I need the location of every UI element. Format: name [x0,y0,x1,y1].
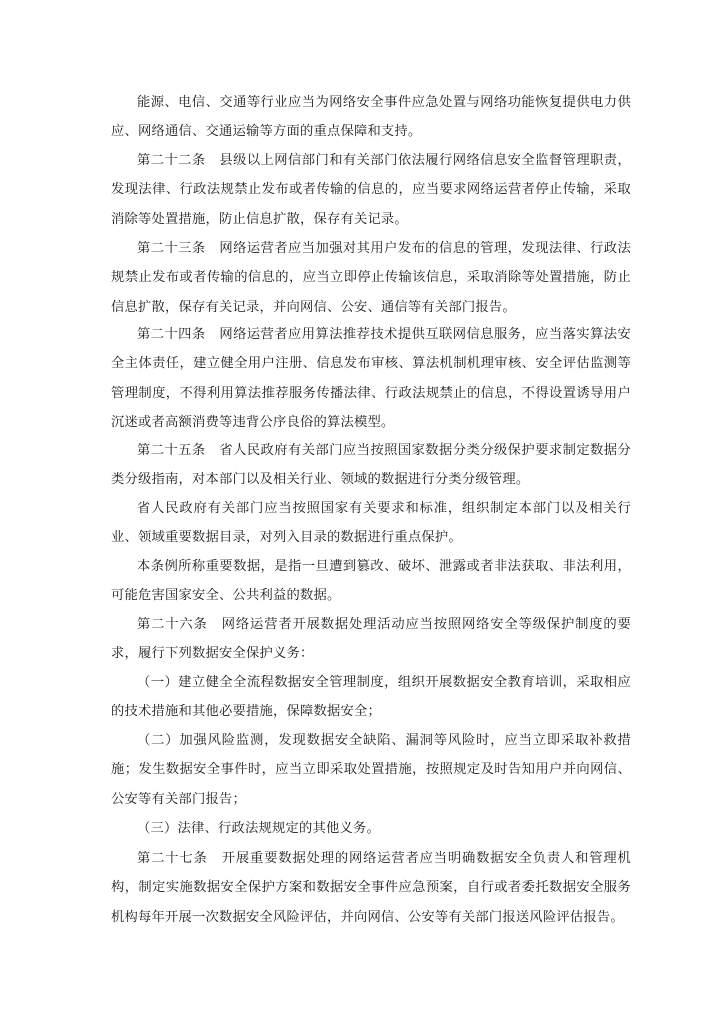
paragraph-article-22: 第二十二条 县级以上网信部门和有关部门依法履行网络信息安全监督管理职责，发现法律、行政法规禁止发布或者传输的信息的，应当要求网络运营者停止传输，采取消除等处置措施，防止信息扩散，保存有关记录。 [111,153,631,227]
paragraph-article-27: 第二十七条 开展重要数据处理的网络运营者应当明确数据安全负责人和管理机构，制定实施数据安全保护方案和数据安全事件应急预案，自行或者委托数据安全服务机构每年开展一次数据安全风险评估，并向网信、公安等有关部门报送风险评估报告。 [111,851,631,925]
paragraph-article-25-clause-2: 省人民政府有关部门应当按照国家有关要求和标准，组织制定本部门以及相关行业、领域重要数据目录，对列入目录的数据进行重点保护。 [111,501,631,546]
paragraph-energy-telecom-support: 能源、电信、交通等行业应当为网络安全事件应急处置与网络功能恢复提供电力供应、网络通信、交通运输等方面的重点保障和支持。 [111,95,631,140]
paragraph-article-23: 第二十三条 网络运营者应当加强对其用户发布的信息的管理，发现法律、行政法规禁止发布或者传输的信息的，应当立即停止传输该信息，采取消除等处置措施，防止信息扩散，保存有关记录，并向网信、公安、通信等有关部门报告。 [111,241,631,315]
paragraph-article-26: 第二十六条 网络运营者开展数据处理活动应当按照网络安全等级保护制度的要求，履行下列数据安全保护义务： [111,617,631,662]
paragraph-article-26-item-1: （一）建立健全全流程数据安全管理制度，组织开展数据安全教育培训，采取相应的技术措施和其他必要措施，保障数据安全； [111,675,631,720]
paragraph-article-25-clause-3: 本条例所称重要数据，是指一旦遭到篡改、破坏、泄露或者非法获取、非法利用，可能危害国家安全、公共利益的数据。 [111,559,631,604]
paragraph-article-26-item-2: （二）加强风险监测，发现数据安全缺陷、漏洞等风险时，应当立即采取补救措施；发生数据安全事件时，应当立即采取处置措施，按照规定及时告知用户并向网信、公安等有关部门报告； [111,733,631,807]
paragraph-article-24: 第二十四条 网络运营者应用算法推荐技术提供互联网信息服务，应当落实算法安全主体责任，建立健全用户注册、信息发布审核、算法机制机理审核、安全评估监测等管理制度，不得利用算法推荐服务传播法律、行政法规禁止的信息，不得设置诱导用户沉迷或者高额消费等违背公序良俗的算法模型。 [111,327,631,430]
paragraph-article-26-item-3: （三）法律、行政法规规定的其他义务。 [137,821,380,836]
paragraph-article-25: 第二十五条 省人民政府有关部门应当按照国家数据分类分级保护要求制定数据分类分级指南，对本部门以及相关行业、领域的数据进行分类分级管理。 [111,443,631,488]
